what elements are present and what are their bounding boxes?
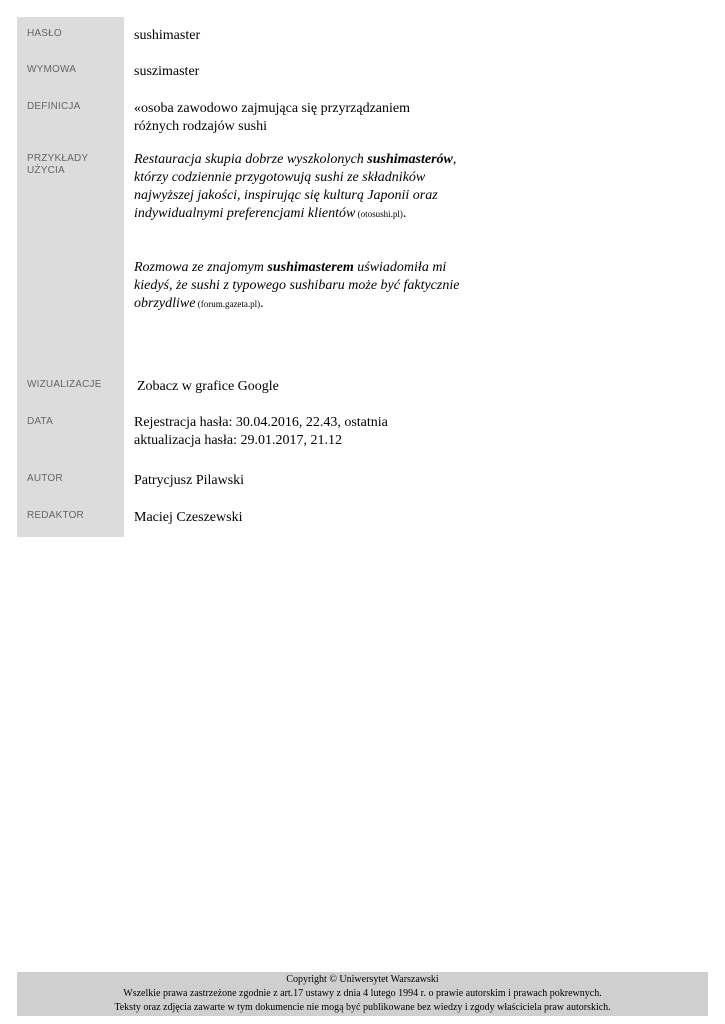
row-redaktor [17,499,477,537]
dictionary-entry [17,17,477,537]
example-2-text-before: Rozmowa ze znajomym [134,260,268,275]
value-definicja: «osoba zawodowo zajmująca się przyrządzaniem różnych rodzajów sushi [134,101,410,134]
label-definicja: DEFINICJA [17,91,124,143]
label-przyklady: PRZYKŁADY UŻYCIA [17,143,124,368]
label-haslo: HASŁO [17,17,124,54]
example-2-highlight: sushimasterem [267,260,354,275]
example-1-highlight: sushimasterów [367,152,453,167]
footer-usage-line: Teksty oraz zdjęcia zawarte w tym dokumencie nie mogą być publikowane bez wiedzy i zgody właściciela praw autorskich. [114,1002,611,1013]
value-redaktor: Maciej Czeszewski [134,510,243,525]
row-haslo [17,17,477,54]
row-wizualizacje [17,368,477,405]
row-wymowa [17,54,477,91]
example-1-source: (otosushi.pl) [355,209,403,219]
example-1-text-after: , którzy codziennie przygotowują sushi ze składników najwyższej jakości, inspirując się kulturą Japonii oraz indywidualnymi preferencjami klientów [134,152,457,221]
google-images-link[interactable]: Zobacz w grafice Google [137,379,279,394]
example-1-text-before: Restauracja skupia dobrze wyszkolonych [134,152,368,167]
footer-copyright-line: Copyright © Uniwersytet Warszawski [286,974,439,985]
row-autor [17,462,477,499]
row-przyklady [17,143,477,368]
value-data: Rejestracja hasła: 30.04.2016, 22.43, ostatnia aktualizacja hasła: 29.01.2017, 21.12 [134,415,388,448]
example-2-end: . [260,296,264,311]
copyright-footer [17,972,708,1016]
examples-list [124,143,464,368]
example-1 [134,151,464,223]
value-wymowa: suszimaster [134,64,200,79]
row-data [17,405,477,462]
footer-rights-line: Wszelkie prawa zastrzeżone zgodnie z art.17 ustawy z dnia 4 lutego 1994 r. o prawie autorskim i prawach pokrewnych. [123,988,602,999]
label-wizualizacje: WIZUALIZACJE [17,368,124,405]
example-2-source: (forum.gazeta.pl) [195,299,261,309]
example-2 [134,259,464,313]
label-autor: AUTOR [17,462,124,499]
example-2-text-after: uświadomiła mi kiedyś, że sushi z typowego sushibaru może być faktycznie obrzydliwe [134,260,460,311]
label-wymowa: WYMOWA [17,54,124,91]
row-definicja [17,91,477,143]
value-autor: Patrycjusz Pilawski [134,473,245,488]
label-data: DATA [17,405,124,462]
example-1-end: . [402,206,407,221]
label-redaktor: REDAKTOR [17,499,124,537]
value-haslo: sushimaster [134,28,201,43]
